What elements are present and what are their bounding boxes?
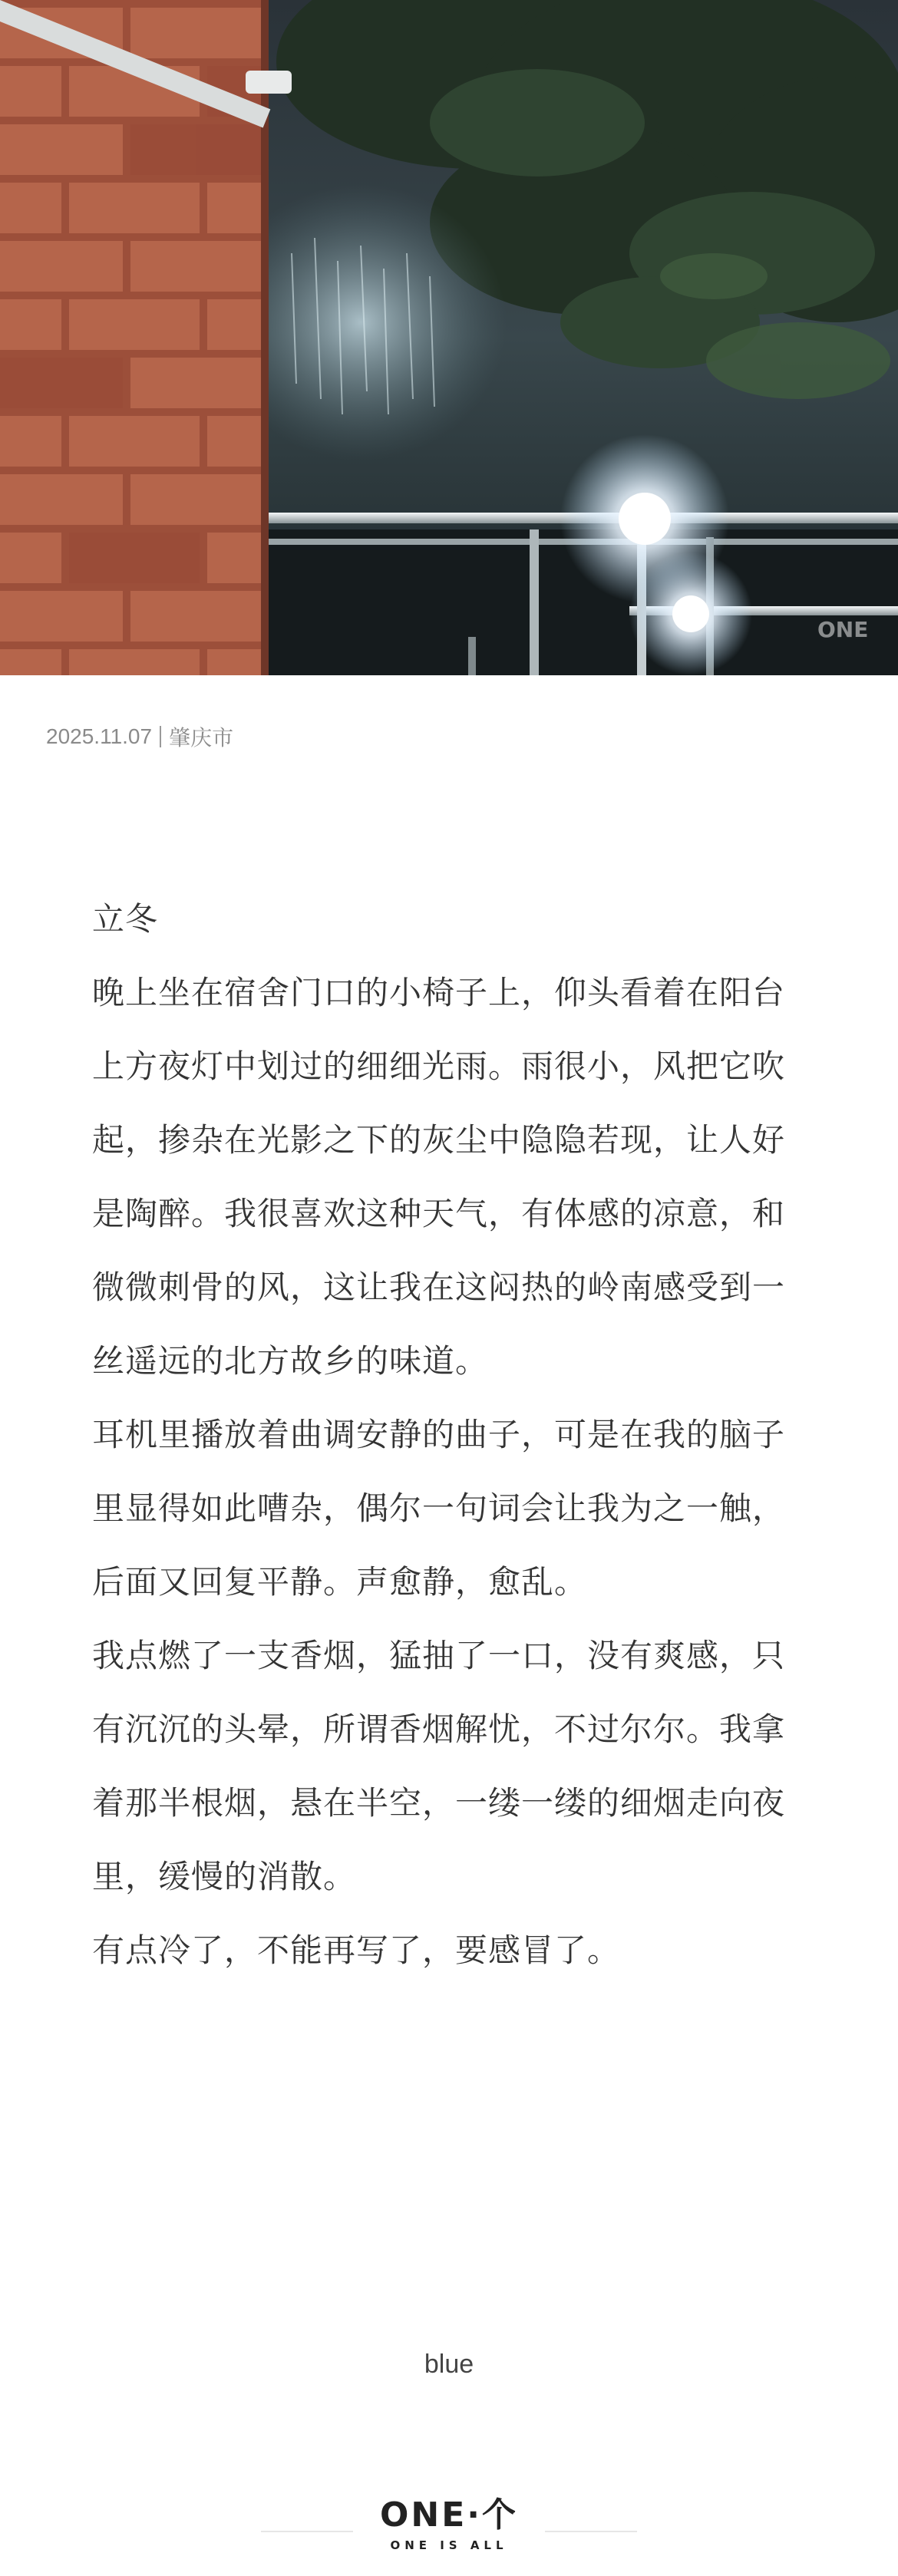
hero-photo bbox=[0, 0, 898, 675]
svg-text:ONE: ONE bbox=[817, 617, 869, 642]
meta-separator bbox=[160, 726, 161, 747]
article-title: 立冬 bbox=[92, 900, 159, 938]
brand-logo bbox=[0, 2494, 898, 2554]
author-name: blue bbox=[424, 2350, 474, 2379]
hero-photo-illustration bbox=[0, 0, 898, 675]
article-paragraph: 我点燃了一支香烟，猛抽了一口，没有爽感，只有沉沉的头晕，所谓香烟解忧，不过尔尔。我拿着那半根烟，悬在半空，一缕一缕的细烟走向夜里，缓慢的消散。 bbox=[92, 1637, 786, 1895]
brand-slogan: ONE IS ALL bbox=[390, 2538, 508, 2552]
post-date: 2025.11.07 bbox=[46, 724, 153, 748]
post-meta bbox=[46, 721, 233, 752]
brand-logo-text: ONE·个 bbox=[380, 2495, 518, 2535]
article-paragraph: 耳机里播放着曲调安静的曲子，可是在我的脑子里显得如此嘈杂，偶尔一句词会让我为之一触，后面又回复平静。声愈静，愈乱。 bbox=[92, 1416, 786, 1601]
article-body bbox=[92, 882, 798, 1987]
post-location: 肇庆市 bbox=[169, 726, 234, 750]
footer-brand bbox=[0, 2494, 898, 2563]
article-paragraph: 有点冷了，不能再写了，要感冒了。 bbox=[92, 1931, 621, 1969]
article-paragraph: 晚上坐在宿舍门口的小椅子上，仰头看着在阳台上方夜灯中划过的细细光雨。雨很小，风把它吹起，掺杂在光影之下的灰尘中隐隐若现，让人好是陶醉。我很喜欢这种天气，有体感的凉意，和微微刺骨的风，这让我在这闷热的岭南感受到一丝遥远的北方故乡的味道。 bbox=[92, 974, 786, 1380]
